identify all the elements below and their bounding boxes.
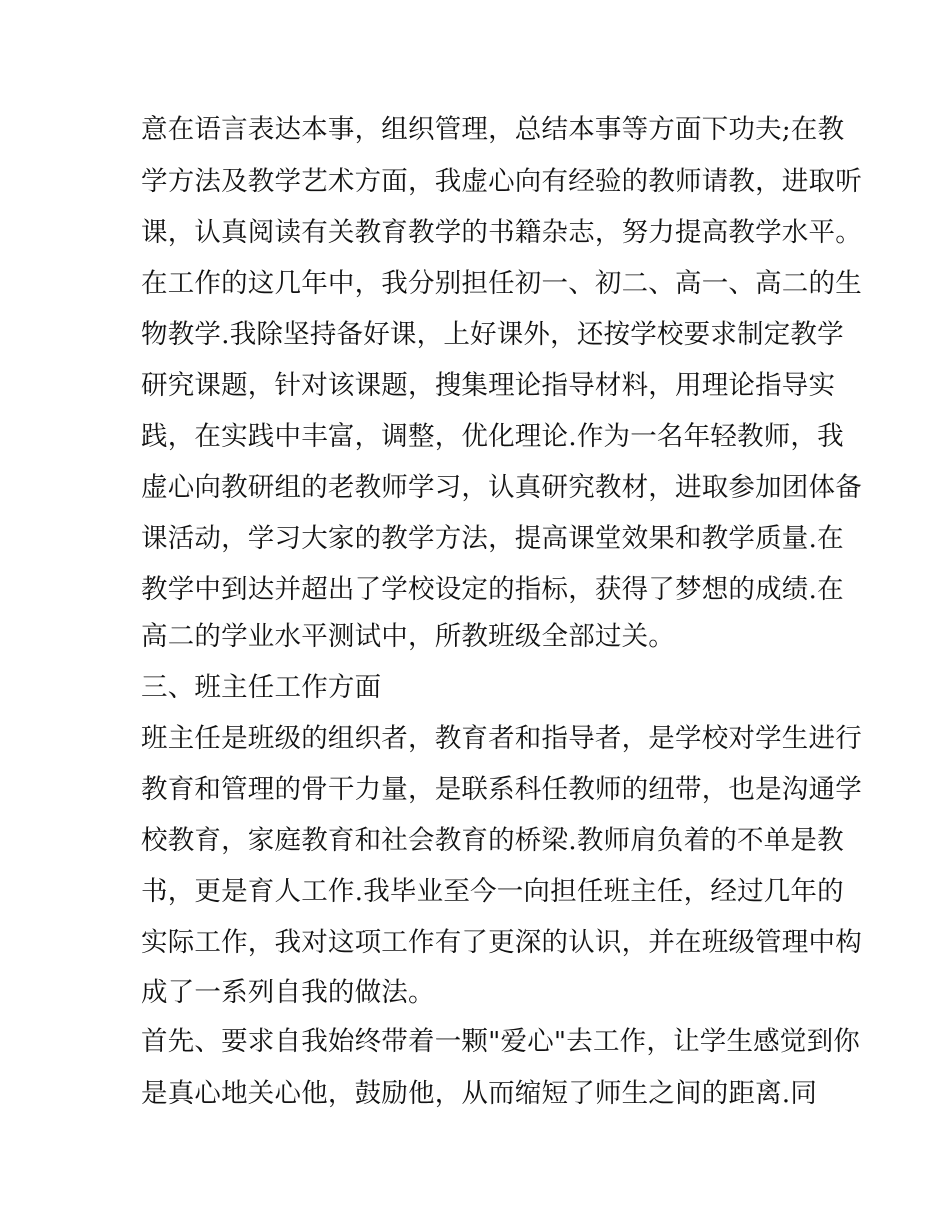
text-line: 学方法及教学艺术方面，我虚心向有经验的教师请教，进取听 — [141, 166, 862, 197]
text-line: 实际工作，我对这项工作有了更深的认识，并在班级管理中构 — [141, 927, 862, 958]
text-line: 研究课题，针对该课题，搜集理论指导材料，用理论指导实 — [141, 370, 836, 401]
text-line: 首先、要求自我始终带着一颗"爱心"去工作，让学生感觉到你 — [141, 1026, 860, 1057]
text-line: 教育和管理的骨干力量，是联系科任教师的纽带，也是沟通学 — [141, 774, 862, 805]
text-line: 教学中到达并超出了学校设定的指标，获得了梦想的成绩.在 — [141, 574, 844, 605]
section-heading: 三、班主任工作方面 — [141, 672, 382, 703]
text-line: 高二的学业水平测试中，所教班级全部过关。 — [141, 621, 675, 652]
text-line: 虚心向教研组的老教师学习，认真研究教材，进取参加团体备 — [141, 472, 862, 503]
text-line: 书，更是育人工作.我毕业至今一向担任班主任，经过几年的 — [141, 876, 844, 907]
text-line: 课活动，学习大家的教学方法，提高课堂效果和教学质量.在 — [141, 523, 844, 554]
text-line: 在工作的这几年中，我分别担任初一、初二、高一、高二的生 — [141, 268, 862, 299]
text-line: 课，认真阅读有关教育教学的书籍杂志，努力提高教学水平。 — [141, 217, 862, 248]
text-line: 是真心地关心他，鼓励他，从而缩短了师生之间的距离.同 — [141, 1078, 818, 1109]
text-line: 意在语言表达本事，组织管理，总结本事等方面下功夫;在教 — [141, 114, 845, 145]
text-line: 物教学.我除坚持备好课，上好课外，还按学校要求制定教学 — [141, 319, 844, 350]
text-line: 班主任是班级的组织者，教育者和指导者，是学校对学生进行 — [141, 723, 862, 754]
text-line: 成了一系列自我的做法。 — [141, 977, 435, 1008]
text-line: 校教育，家庭教育和社会教育的桥梁.教师肩负着的不单是教 — [141, 825, 844, 856]
text-line: 践，在实践中丰富，调整，优化理论.作为一名年轻教师，我 — [141, 421, 844, 452]
